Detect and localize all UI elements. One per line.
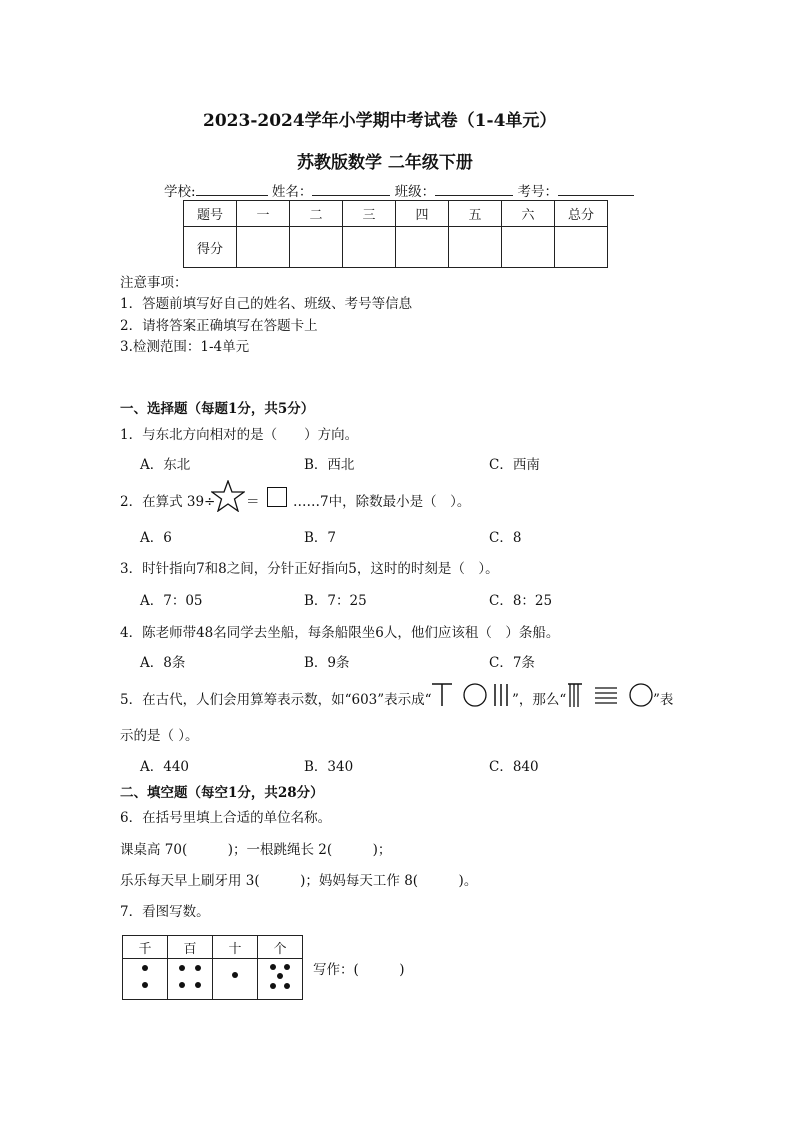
q1-option-a[interactable]: A．东北 xyxy=(140,457,191,473)
q5-post: ”表 xyxy=(653,692,674,708)
q7-text: 7．看图写数。 xyxy=(120,904,210,920)
q4-option-b[interactable]: B．9条 xyxy=(304,655,350,671)
note-item: 3.检测范围：1-4单元 xyxy=(120,339,250,355)
ones-dots xyxy=(258,959,303,1000)
q3-option-a[interactable]: A．7：05 xyxy=(140,593,203,609)
notes-heading: 注意事项： xyxy=(120,275,188,291)
class-blank[interactable] xyxy=(435,195,513,196)
q5-option-b[interactable]: B．340 xyxy=(304,759,354,775)
name-label: 姓名： xyxy=(271,184,313,200)
score-header-cell: 题号 xyxy=(184,201,237,227)
place-thousands: 千 xyxy=(123,936,168,959)
dot xyxy=(284,983,290,989)
q4-text: 4．陈老师带48名同学去坐船，每条船限坐6人，他们应该租（ ）条船。 xyxy=(120,625,560,641)
dot xyxy=(179,982,185,988)
score-header-cell: 六 xyxy=(502,201,555,227)
q5-option-a[interactable]: A．440 xyxy=(140,759,190,775)
score-row-label: 得分 xyxy=(184,227,237,268)
hundreds-dots xyxy=(168,959,213,1000)
dot xyxy=(270,964,276,970)
name-blank[interactable] xyxy=(312,195,390,196)
q5-pre: 5．在古代，人们会用算筹表示数，如“603”表示成“ xyxy=(120,692,432,708)
q1-option-c[interactable]: C．西南 xyxy=(489,457,540,473)
exam-title: 2023-2024学年小学期中考试卷（1-4单元） xyxy=(203,111,557,131)
score-cell[interactable] xyxy=(449,227,502,268)
abacus-dots-row xyxy=(123,959,303,1000)
score-cell[interactable] xyxy=(290,227,343,268)
square-icon xyxy=(267,487,287,507)
dot xyxy=(142,965,148,971)
place-tens: 十 xyxy=(213,936,258,959)
score-cell[interactable] xyxy=(343,227,396,268)
counting-rods-603-icon xyxy=(428,680,516,710)
score-cell[interactable] xyxy=(237,227,290,268)
school-label: 学校: xyxy=(164,184,196,200)
exam-subtitle: 苏教版数学 二年级下册 xyxy=(297,153,473,173)
q5-option-c[interactable]: C．840 xyxy=(489,759,539,775)
q4-option-a[interactable]: A．8条 xyxy=(140,655,186,671)
score-header-cell: 一 xyxy=(237,201,290,227)
q2-option-a[interactable]: A．6 xyxy=(140,530,172,546)
dot xyxy=(179,965,185,971)
score-value-row xyxy=(184,227,608,268)
dot xyxy=(195,965,201,971)
dot xyxy=(232,972,238,978)
tens-dots xyxy=(213,959,258,1000)
q2-option-c[interactable]: C．8 xyxy=(489,530,522,546)
q3-option-b[interactable]: B．7：25 xyxy=(304,593,367,609)
info-fields xyxy=(164,180,634,200)
counting-rods-question-icon xyxy=(565,680,655,710)
score-header-cell: 三 xyxy=(343,201,396,227)
q1-text: 1．与东北方向相对的是（ ）方向。 xyxy=(120,427,359,443)
section2-heading: 二、填空题（每空1分，共28分） xyxy=(120,785,324,801)
q2-post: ……7中，除数最小是（ ）。 xyxy=(293,494,471,510)
dot xyxy=(195,982,201,988)
thousands-dots xyxy=(123,959,168,1000)
dot xyxy=(142,982,148,988)
school-blank[interactable] xyxy=(196,195,268,196)
dot xyxy=(277,973,283,979)
q2-option-b[interactable]: B．7 xyxy=(304,530,337,546)
abacus-header-row xyxy=(123,936,303,959)
dot xyxy=(270,983,276,989)
abacus-table xyxy=(122,935,303,1000)
q6-line1: 课桌高 70( )；一根跳绳长 2( )； xyxy=(120,842,392,858)
score-table xyxy=(183,200,608,268)
q6-line2: 乐乐每天早上刷牙用 3( )；妈妈每天工作 8( )。 xyxy=(120,873,478,889)
score-header-cell: 总分 xyxy=(555,201,608,227)
note-item: 1．答题前填写好自己的姓名、班级、考号等信息 xyxy=(120,296,413,312)
score-header-cell: 四 xyxy=(396,201,449,227)
q6-text: 6．在括号里填上合适的单位名称。 xyxy=(120,810,332,826)
score-header-cell: 五 xyxy=(449,201,502,227)
q2-pre: 2．在算式 39÷ xyxy=(120,494,216,510)
class-label: 班级： xyxy=(394,184,436,200)
q7-answer[interactable]: 写作：( ) xyxy=(313,962,405,978)
q2-equals: ＝ xyxy=(246,494,260,510)
note-item: 2．请将答案正确填写在答题卡上 xyxy=(120,318,318,334)
exam-number-label: 考号： xyxy=(517,184,558,200)
score-header-row xyxy=(184,201,608,227)
place-ones: 个 xyxy=(258,936,303,959)
score-cell[interactable] xyxy=(396,227,449,268)
score-cell[interactable] xyxy=(555,227,608,268)
q5-line2: 示的是（ ）。 xyxy=(120,728,199,744)
section1-heading: 一、选择题（每题1分，共5分） xyxy=(120,401,315,417)
star-icon xyxy=(211,480,245,512)
q3-option-c[interactable]: C．8：25 xyxy=(489,593,553,609)
q5-mid: ”，那么“ xyxy=(512,692,567,708)
exam-number-blank[interactable] xyxy=(558,195,634,196)
score-header-cell: 二 xyxy=(290,201,343,227)
q1-option-b[interactable]: B．西北 xyxy=(304,457,355,473)
dot xyxy=(284,964,290,970)
place-hundreds: 百 xyxy=(168,936,213,959)
q3-text: 3．时针指向7和8之间，分针正好指向5，这时的时刻是（ ）。 xyxy=(120,561,499,577)
q4-option-c[interactable]: C．7条 xyxy=(489,655,535,671)
score-cell[interactable] xyxy=(502,227,555,268)
